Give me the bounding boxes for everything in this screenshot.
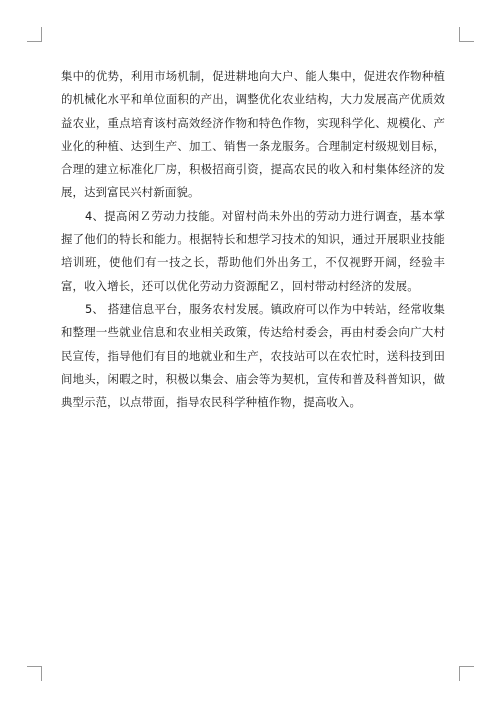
crop-mark-bottom-right (459, 666, 474, 681)
paragraph-item-5: 5、 搭建信息平台，服务农村发展。镇政府可以作为中转站，经常收集和整理一些就业信息和农业相关政策，传达给村委会，再由村委会向广大村民宣传，指导他们有目的地就业和生产，农技站可以在农忙时，送科技到田间地头，闲暇之时，积极以集会、庙会等为契机，宣传和普及科普知识，做典型示范，以点带面，指导农民科学种植作物，提高收入。 (61, 301, 445, 410)
crop-mark-top-right (459, 27, 474, 42)
crop-mark-bottom-left (27, 666, 42, 681)
paragraph-item-4: 4、提高闲Ｚ劳动力技能。对留村尚未外出的劳动力进行调查，基本掌握了他们的特长和能力。根据特长和想学习技术的知识，通过开展职业技能培训班，使他们有一技之长，帮助他们外出务工，不仅视野开阔，经验丰富，收入增长，还可以优化劳动力资源配Ｚ，回村带动村经济的发展。 (61, 208, 445, 293)
document-body (61, 65, 445, 414)
paragraph-continuation: 集中的优势，利用市场机制，促进耕地向大户、能人集中，促进农作物种植的机械化水平和单位面积的产出，调整优化农业结构，大力发展高产优质效益农业，重点培育该村高效经济作物和特色作物，实现科学化、规模化、产业化的种植、达到生产、加工、销售一条龙服务。合理制定村级规划目标，合理的建立标准化厂房，积极招商引资，提高农民的收入和村集体经济的发展，达到富民兴村新面貌。 (61, 69, 445, 200)
crop-mark-top-left (27, 27, 42, 42)
